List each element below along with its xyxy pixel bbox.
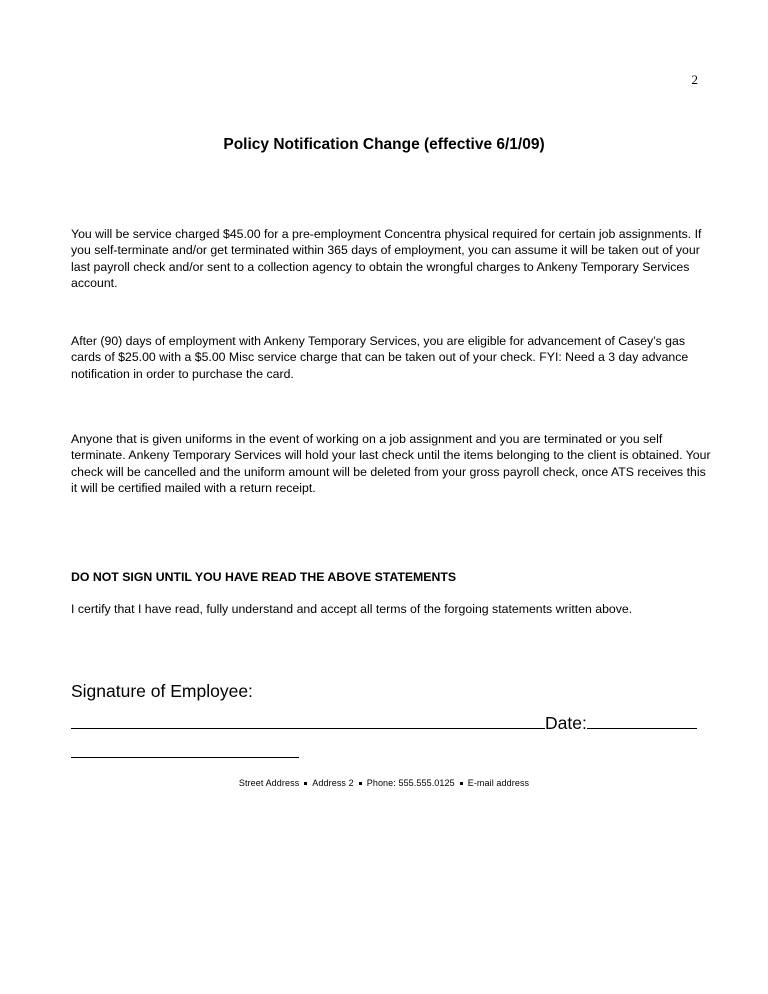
- policy-paragraph-uniforms: Anyone that is given uniforms in the event of working on a job assignment and you are terminated or you self terminate. Ankeny Temporary Services will hold your last check until the items belonging to the client is obtained. Your check will be cancelled and the uniform amount will be deleted from your gross payroll check, once ATS receives this it will be certified mailed with a return receipt.: [71, 432, 711, 496]
- policy-paragraph-gas-cards: After (90) days of employment with Ankeny Temporary Services, you are eligible for advancement of Casey’s gas cards of $25.00 with a $5.00 Misc service charge that can be taken out of your check. FYI: Need a 3 day advance notification in order to purchase the card.: [71, 334, 689, 381]
- signature-field[interactable]: [71, 710, 545, 729]
- sign-warning: DO NOT SIGN UNTIL YOU HAVE READ THE ABOVE STATEMENTS: [71, 570, 457, 584]
- footer-phone: Phone: 555.555.0125: [366, 778, 455, 788]
- footer-separator: [460, 782, 463, 785]
- signature-line: [71, 710, 697, 734]
- signature-continuation-line: [71, 757, 299, 758]
- footer-address2: Address 2: [312, 778, 354, 788]
- date-field[interactable]: [587, 710, 697, 729]
- date-label: Date:: [545, 713, 587, 733]
- footer-separator: [359, 782, 362, 785]
- footer-separator: [304, 782, 307, 785]
- footer: [0, 778, 768, 788]
- footer-street: Street Address: [238, 778, 300, 788]
- certification-statement: I certify that I have read, fully understand and accept all terms of the forgoing statements written above.: [71, 602, 633, 616]
- footer-email: E-mail address: [467, 778, 530, 788]
- document-title: Policy Notification Change (effective 6/1/09): [223, 136, 545, 153]
- policy-paragraph-physical: You will be service charged $45.00 for a pre-employment Concentra physical required for certain job assignments. If you self-terminate and/or get terminated within 365 days of employment, you can assume it will be taken out of your last payroll check and/or sent to a collection agency to obtain the wrongful charges to Ankeny Temporary Services account.: [71, 227, 702, 291]
- page-number: 2: [691, 72, 698, 87]
- signature-label: Signature of Employee:: [71, 681, 253, 701]
